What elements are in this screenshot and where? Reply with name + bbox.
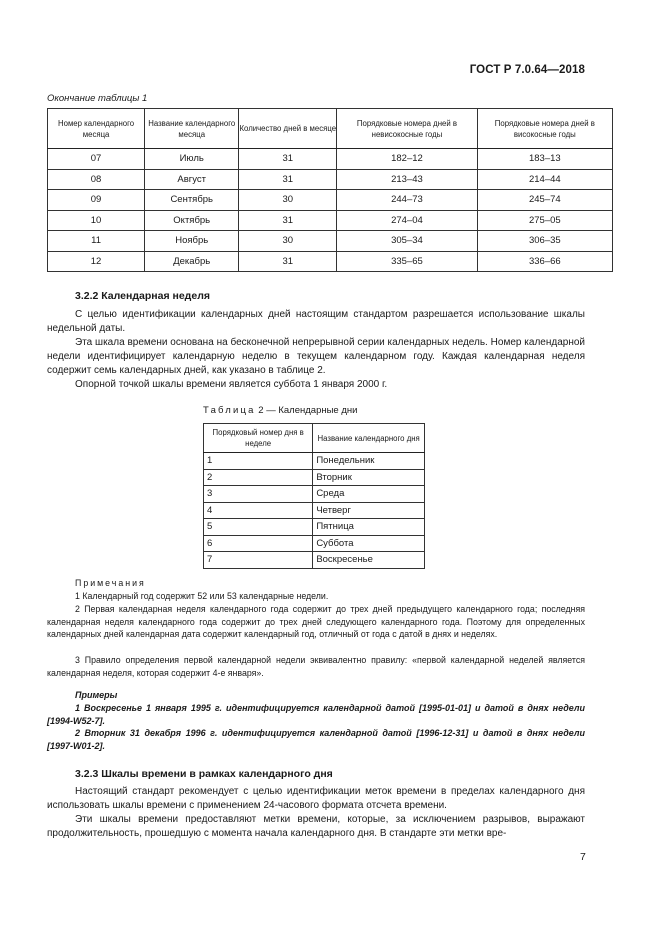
- table1-cell: 31: [239, 169, 337, 190]
- table1-row: [48, 190, 613, 211]
- table2-cell: Среда: [313, 486, 425, 503]
- table2-row: [204, 469, 425, 486]
- table1-cell: Декабрь: [145, 251, 239, 272]
- table1-cell: 09: [48, 190, 145, 211]
- table2-row: [204, 486, 425, 503]
- section-323-paragraph-2: Эти шкалы времени предоставляют метки времени, которые, за исключением разрывов, выражают продолжительность, прошедшую с момента начала календарного дня. В стандарте эти метки вре-: [47, 814, 585, 840]
- note-3: 3 Правило определения первой календарной недели эквивалентно правилу: «первой календарной неделей является календарная неделя, которая содержит 4-е января».: [47, 655, 585, 678]
- table1-cell: Октябрь: [145, 210, 239, 231]
- table1-cell: 244–73: [337, 190, 477, 211]
- table2-cell: 4: [204, 502, 313, 519]
- table2-cell: Пятница: [313, 519, 425, 536]
- section-322-paragraph-3: Опорной точкой шкалы времени является суббота 1 января 2000 г.: [75, 379, 388, 390]
- table2-row: [204, 453, 425, 470]
- table1-col-month-name: Название календарного месяца: [145, 109, 239, 149]
- table1-cell: 12: [48, 251, 145, 272]
- note-1: 1 Календарный год содержит 52 или 53 календарные недели.: [75, 591, 329, 601]
- table1-cell: 31: [239, 251, 337, 272]
- table1-cell: 336–66: [477, 251, 612, 272]
- table1-cell: 213–43: [337, 169, 477, 190]
- table1-cell: 306–35: [477, 231, 612, 252]
- table1-col-days-count: Количество дней в месяце: [239, 109, 337, 149]
- table1-row: [48, 149, 613, 170]
- table1-cell: 182–12: [337, 149, 477, 170]
- table1-cell: 183–13: [477, 149, 612, 170]
- table2-cell: Воскресенье: [313, 552, 425, 569]
- section-322-paragraph-2: Эта шкала времени основана на бесконечной непрерывной серии календарных недель. Номер календарной недели идентифицирует календарную неделю в текущем календарном году. Каждая календарная неделя содержит семь календарных дней, как указано в таблице 2.: [47, 337, 585, 377]
- table2-col-day-name: Название календарного дня: [313, 424, 425, 453]
- table2-col-day-number: Порядковый номер дня в неделе: [204, 424, 313, 453]
- table1-cell: 274–04: [337, 210, 477, 231]
- table1-months: [47, 108, 613, 272]
- standard-code-header: ГОСТ Р 7.0.64—2018: [469, 64, 585, 76]
- table1-cell: 07: [48, 149, 145, 170]
- table1-cell: Сентябрь: [145, 190, 239, 211]
- table1-row: [48, 251, 613, 272]
- table2-cell: 2: [204, 469, 313, 486]
- table2-row: [204, 502, 425, 519]
- table1-col-leap: Порядковые номера дней в високосные годы: [477, 109, 612, 149]
- table1-cell: 245–74: [477, 190, 612, 211]
- table1-cell: Август: [145, 169, 239, 190]
- table2-cell: Четверг: [313, 502, 425, 519]
- table2-row: [204, 519, 425, 536]
- example-1: 1 Воскресенье 1 января 1995 г. идентифицируется календарной датой [1995-01-01] и датой в днях недели [1994-W52-7].: [47, 703, 585, 726]
- table1-row: [48, 169, 613, 190]
- table1-row: [48, 210, 613, 231]
- table1-cell: 335–65: [337, 251, 477, 272]
- examples-title: Примеры: [75, 690, 118, 700]
- table1-cell: 275–05: [477, 210, 612, 231]
- section-323-title: 3.2.3 Шкалы времени в рамках календарного дня: [75, 768, 333, 780]
- table1-cell: 08: [48, 169, 145, 190]
- table2-cell: 5: [204, 519, 313, 536]
- table2-cell: Суббота: [313, 535, 425, 552]
- notes-title: Примечания: [75, 578, 146, 588]
- table1-row: [48, 231, 613, 252]
- note-2: 2 Первая календарная неделя календарного года содержит до трех дней предыдущего календарного года; последняя календарная неделя календарного года содержит до трех дней следующего календарного года. Поэтому для определенных календарных дней календарная дата содержит календарный год, отличный от года с датой в днях и неделях.: [47, 604, 585, 640]
- table1-cell: Июль: [145, 149, 239, 170]
- table2-cell: 7: [204, 552, 313, 569]
- table2-cell: Вторник: [313, 469, 425, 486]
- table2-cell: Понедельник: [313, 453, 425, 470]
- page-number: 7: [580, 851, 586, 863]
- table1-cell: 10: [48, 210, 145, 231]
- table1-cell: Ноябрь: [145, 231, 239, 252]
- table2-cell: 3: [204, 486, 313, 503]
- table1-cell: 31: [239, 210, 337, 231]
- section-322-paragraph-1: С целью идентификации календарных дней настоящим стандартом разрешается использование шкалы недельной даты.: [47, 309, 585, 335]
- table1-header-row: [48, 109, 613, 149]
- table2-cell: 6: [204, 535, 313, 552]
- table2-header-row: [204, 424, 425, 453]
- example-2: 2 Вторник 31 декабря 1996 г. идентифицируется календарной датой [1996-12-31] и датой в днях недели [1997-W01-2].: [47, 728, 585, 751]
- section-322-title: 3.2.2 Календарная неделя: [75, 290, 210, 302]
- table2-cell: 1: [204, 453, 313, 470]
- table1-col-nonleap: Порядковые номера дней в невисокосные годы: [337, 109, 477, 149]
- table2-weekdays: [203, 423, 425, 569]
- table1-caption: Окончание таблицы 1: [47, 93, 148, 104]
- table1-col-month-number: Номер календарного месяца: [48, 109, 145, 149]
- table2-row: [204, 535, 425, 552]
- table1-cell: 30: [239, 190, 337, 211]
- table2-row: [204, 552, 425, 569]
- table1-cell: 305–34: [337, 231, 477, 252]
- table1-cell: 31: [239, 149, 337, 170]
- table1-cell: 30: [239, 231, 337, 252]
- table1-cell: 214–44: [477, 169, 612, 190]
- table2-caption: Таблица 2 — Календарные дни: [203, 405, 358, 416]
- table1-cell: 11: [48, 231, 145, 252]
- section-323-paragraph-1: Настоящий стандарт рекомендует с целью идентификации меток времени в пределах календарного дня использовать шкалы времени с применением 24-часового формата отсчета времени.: [47, 786, 585, 812]
